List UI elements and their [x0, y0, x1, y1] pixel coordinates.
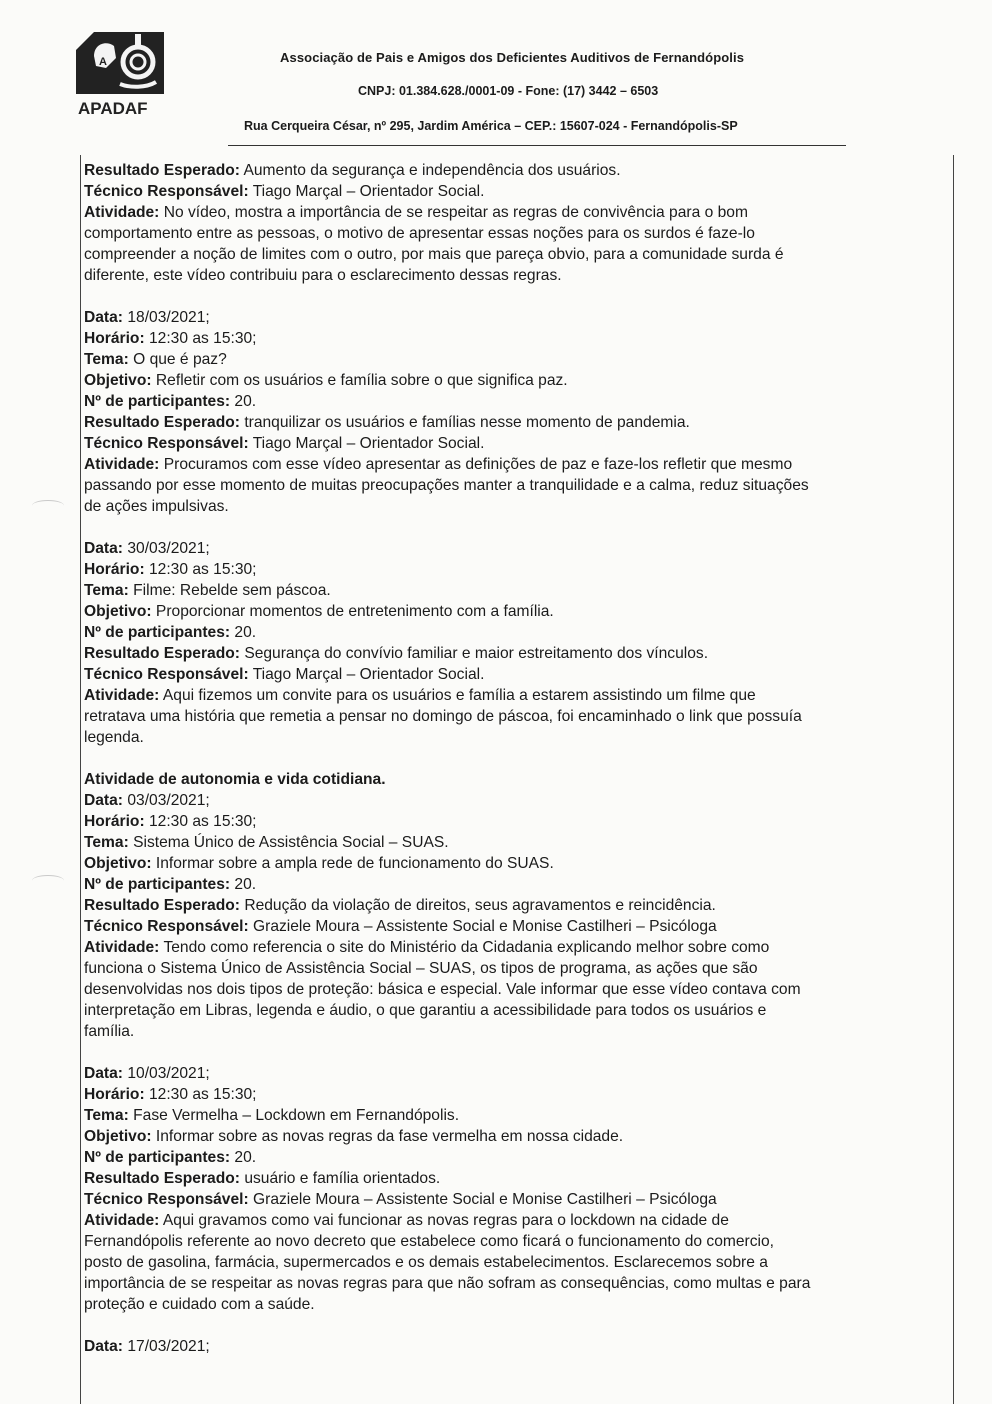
date-line [84, 1063, 940, 1084]
activity-entry [84, 1336, 940, 1357]
expected-result-value: Aumento da segurança e independência dos usuários. [243, 162, 621, 179]
participants-line [84, 391, 940, 412]
technician-value: Tiago Marçal – Orientador Social. [252, 435, 485, 452]
activity-line [84, 937, 940, 958]
field-label: Nº de participantes: [84, 876, 231, 893]
field-label: Resultado Esperado: [84, 414, 240, 431]
field-label: Tema: [84, 1107, 129, 1124]
section-heading: Atividade de autonomia e vida cotidiana. [84, 771, 386, 788]
participants-line [84, 874, 940, 895]
field-label: Data: [84, 792, 123, 809]
date-value: 17/03/2021; [127, 1338, 210, 1355]
theme-value: Sistema Único de Assistência Social – SUAS. [133, 834, 449, 851]
time-line [84, 811, 940, 832]
activity-text: diferente, este vídeo contribuiu para o esclarecimento dessas regras. [84, 267, 562, 284]
field-label: Objetivo: [84, 372, 152, 389]
field-label: Atividade: [84, 204, 160, 221]
field-label: Técnico Responsável: [84, 1191, 249, 1208]
activity-entry [84, 307, 940, 517]
activity-text: importância de se respeitar as novas regras para que não sofram as consequências, como multas e para [84, 1275, 811, 1292]
activity-text: Procuramos com esse vídeo apresentar as definições de paz e faze-los refletir que mesmo [163, 456, 793, 473]
objective-value: Informar sobre a ampla rede de funcionamento do SUAS. [155, 855, 554, 872]
field-label: Resultado Esperado: [84, 1170, 240, 1187]
expected-result-line [84, 895, 940, 916]
date-line [84, 307, 940, 328]
activity-text: família. [84, 1023, 135, 1040]
activity-text: funciona o Sistema Único de Assistência Social – SUAS, os tipos de programa, as ações que são [84, 960, 758, 977]
participants-line [84, 1147, 940, 1168]
activity-entry [84, 790, 940, 1042]
field-label: Data: [84, 540, 123, 557]
date-line [84, 1336, 940, 1357]
expected-result-line [84, 643, 940, 664]
activity-text: legenda. [84, 729, 144, 746]
technician-line [84, 916, 940, 937]
field-label: Objetivo: [84, 1128, 152, 1145]
technician-value: Graziele Moura – Assistente Social e Monise Castilheri – Psicóloga [253, 918, 717, 935]
activity-text: interpretação em Libras, legenda e áudio, o que garantiu a acessibilidade para todos os usuários e [84, 1002, 767, 1019]
expected-result-value: Redução da violação de direitos, seus agravamentos e reincidência. [244, 897, 716, 914]
field-label: Data: [84, 1065, 123, 1082]
theme-line [84, 1105, 940, 1126]
participants-line [84, 622, 940, 643]
activity-text: desenvolvidas nos dois tipos de proteção: básica e especial. Vale informar que esse vídeo contava com [84, 981, 801, 998]
date-value: 18/03/2021; [127, 309, 210, 326]
activity-line [84, 454, 940, 475]
time-line [84, 328, 940, 349]
field-label: Resultado Esperado: [84, 897, 240, 914]
activity-text: de ações impulsivas. [84, 498, 229, 515]
field-label: Data: [84, 309, 123, 326]
technician-line [84, 181, 940, 202]
objective-line [84, 853, 940, 874]
theme-value: Filme: Rebelde sem páscoa. [133, 582, 331, 599]
svg-text:A: A [99, 56, 107, 68]
field-label: Horário: [84, 1086, 145, 1103]
field-label: Nº de participantes: [84, 1149, 231, 1166]
activity-text: retratava uma história que remetia a pensar no domingo de páscoa, foi encaminhado o link que possuía [84, 708, 802, 725]
activity-entry [84, 1063, 940, 1315]
activity-line [84, 202, 940, 223]
date-line [84, 538, 940, 559]
participants-value: 20. [234, 876, 257, 893]
expected-result-value: tranquilizar os usuários e famílias nesse momento de pandemia. [244, 414, 690, 431]
time-line [84, 559, 940, 580]
org-cnpj-phone: CNPJ: 01.384.628./0001-09 - Fone: (17) 3442 – 6503 [358, 84, 659, 98]
time-line [84, 1084, 940, 1105]
technician-line [84, 1189, 940, 1210]
expected-result-line [84, 160, 940, 181]
field-label: Resultado Esperado: [84, 645, 240, 662]
expected-result-line [84, 1168, 940, 1189]
activity-text: compreender a noção de limites com o outro, por mais que pareça obvio, para a comunidade surda é [84, 246, 784, 263]
report-body [84, 160, 940, 1357]
field-label: Horário: [84, 561, 145, 578]
expected-result-value: usuário e família orientados. [244, 1170, 441, 1187]
field-label: Atividade: [84, 1212, 160, 1229]
field-label: Técnico Responsável: [84, 666, 249, 683]
field-label: Atividade: [84, 939, 160, 956]
activity-entry-continued [84, 160, 940, 286]
objective-value: Refletir com os usuários e família sobre o que significa paz. [155, 372, 568, 389]
field-label: Nº de participantes: [84, 624, 231, 641]
field-label: Resultado Esperado: [84, 162, 240, 179]
field-label: Objetivo: [84, 855, 152, 872]
theme-line [84, 832, 940, 853]
field-label: Atividade: [84, 687, 160, 704]
date-value: 03/03/2021; [127, 792, 210, 809]
participants-value: 20. [234, 393, 257, 410]
field-label: Técnico Responsável: [84, 918, 249, 935]
apadaf-logo-icon [72, 28, 168, 124]
theme-line [84, 349, 940, 370]
field-label: Objetivo: [84, 603, 152, 620]
time-value: 12:30 as 15:30; [149, 330, 257, 347]
activity-line [84, 685, 940, 706]
date-line [84, 790, 940, 811]
technician-value: Tiago Marçal – Orientador Social. [252, 183, 485, 200]
time-value: 12:30 as 15:30; [149, 1086, 257, 1103]
activity-text: proteção e cuidado com a saúde. [84, 1296, 315, 1313]
svg-text:APADAF: APADAF [78, 99, 148, 118]
objective-line [84, 601, 940, 622]
field-label: Nº de participantes: [84, 393, 231, 410]
field-label: Técnico Responsável: [84, 183, 249, 200]
scan-margin-mark [32, 875, 64, 886]
activity-text: Tendo como referencia o site do Ministério da Cidadania explicando melhor sobre como [163, 939, 770, 956]
theme-value: O que é paz? [133, 351, 227, 368]
theme-value: Fase Vermelha – Lockdown em Fernandópolis. [133, 1107, 460, 1124]
expected-result-value: Segurança do convívio familiar e maior estreitamento dos vínculos. [244, 645, 709, 662]
technician-value: Graziele Moura – Assistente Social e Monise Castilheri – Psicóloga [253, 1191, 717, 1208]
time-value: 12:30 as 15:30; [149, 561, 257, 578]
objective-value: Informar sobre as novas regras da fase vermelha em nossa cidade. [155, 1128, 624, 1145]
technician-value: Tiago Marçal – Orientador Social. [252, 666, 485, 683]
participants-value: 20. [234, 1149, 257, 1166]
letterhead [0, 0, 992, 160]
activity-text: posto de gasolina, farmácia, supermercados e os demais estabelecimentos. Esclarecemos sobre a [84, 1254, 768, 1271]
apadaf-logo [72, 28, 168, 124]
header-divider [228, 145, 846, 146]
activity-entry [84, 538, 940, 748]
field-label: Tema: [84, 834, 129, 851]
activity-line [84, 1210, 940, 1231]
objective-line [84, 370, 940, 391]
activity-text: passando por esse momento de muitas preocupações manter a tranquilidade e a calma, reduz situações [84, 477, 809, 494]
participants-value: 20. [234, 624, 257, 641]
field-label: Horário: [84, 813, 145, 830]
field-label: Horário: [84, 330, 145, 347]
theme-line [84, 580, 940, 601]
field-label: Data: [84, 1338, 123, 1355]
org-name: Associação de Pais e Amigos dos Deficientes Auditivos de Fernandópolis [280, 50, 745, 65]
org-address: Rua Cerqueira César, nº 295, Jardim América – CEP.: 15607-024 - Fernandópolis-SP [244, 119, 738, 133]
expected-result-line [84, 412, 940, 433]
field-label: Atividade: [84, 456, 160, 473]
activity-text: Aqui gravamos como vai funcionar as novas regras para o lockdown na cidade de [162, 1212, 729, 1229]
activity-text: Aqui fizemos um convite para os usuários e família a estarem assistindo um filme que [162, 687, 756, 704]
technician-line [84, 433, 940, 454]
time-value: 12:30 as 15:30; [149, 813, 257, 830]
activity-text: Fernandópolis referente ao novo decreto que estabelece como ficará o funcionamento do comercio, [84, 1233, 775, 1250]
field-label: Técnico Responsável: [84, 435, 249, 452]
activity-text: comportamento entre as pessoas, o motivo de apresentar essas noções para os surdos é faze-lo [84, 225, 755, 242]
objective-line [84, 1126, 940, 1147]
objective-value: Proporcionar momentos de entretenimento com a família. [155, 603, 554, 620]
field-label: Tema: [84, 582, 129, 599]
scan-margin-mark [32, 500, 64, 511]
date-value: 30/03/2021; [127, 540, 210, 557]
date-value: 10/03/2021; [127, 1065, 210, 1082]
field-label: Tema: [84, 351, 129, 368]
technician-line [84, 664, 940, 685]
activity-text: No vídeo, mostra a importância de se respeitar as regras de convivência para o bom [163, 204, 748, 221]
